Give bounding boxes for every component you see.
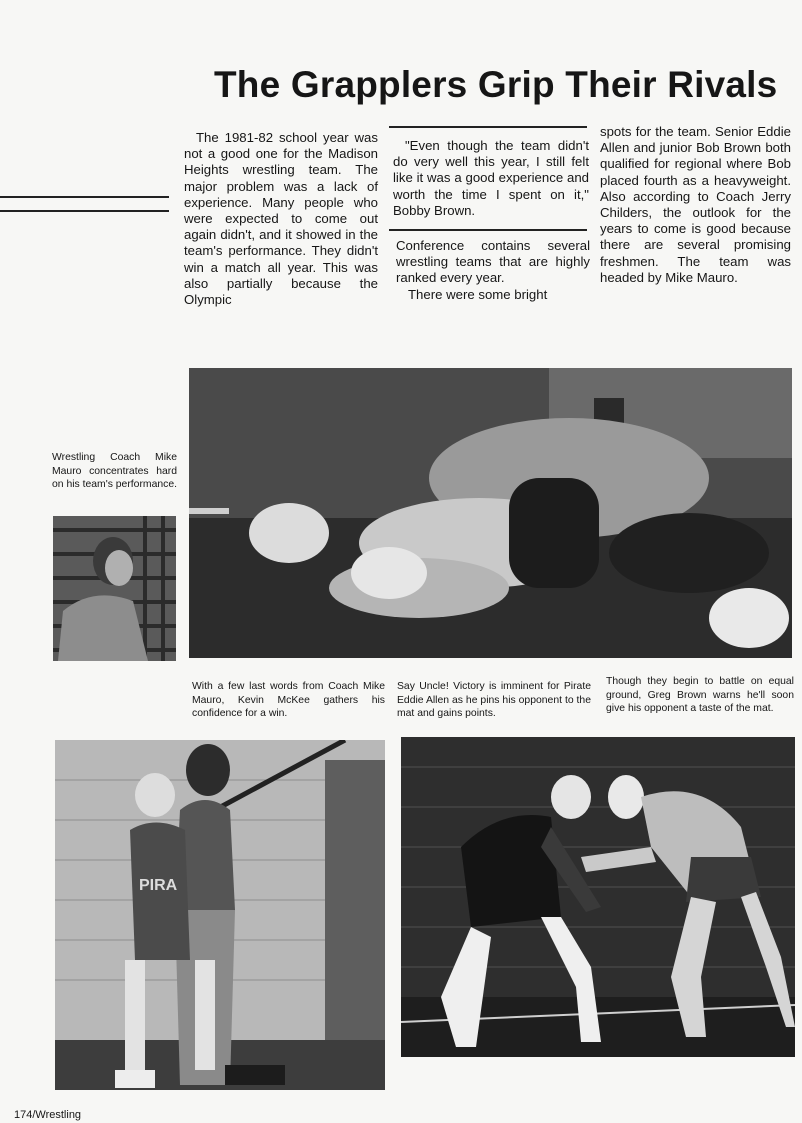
photo-mckee <box>55 740 385 1090</box>
photo-pin <box>189 368 792 658</box>
left-rule-bottom <box>0 210 169 212</box>
quote-rule-top <box>389 126 587 128</box>
pull-quote: "Even though the team didn't do very well this year, I still felt like it was a good experience and worth the time I spent on it," Bobby Brown. <box>393 138 589 218</box>
body-column-3 <box>600 124 791 286</box>
caption-coach: Wrestling Coach Mike Mauro concentrates hard on his team's performance. <box>52 452 177 491</box>
left-rule-top <box>0 196 169 198</box>
caption-brown: Though they begin to battle on equal ground, Greg Brown warns he'll soon give his opponent a taste of the mat. <box>606 676 794 715</box>
page-title: The Grapplers Grip Their Rivals <box>214 64 778 105</box>
body-text-col1: The 1981-82 school year was not a good one for the Madison Heights wrestling team. The major problem was a lack of experience. Many people who were expected to come out again didn't, and it showed in the team's performance. They didn't win a match all year. This was also partially because the Olympic <box>184 130 378 308</box>
body-text-col2-p1: Conference contains several wrestling teams that are highly ranked every year. <box>396 238 590 286</box>
photo-brown <box>401 737 795 1057</box>
quote-rule-bottom <box>389 229 587 231</box>
body-text-col2-p2: There were some bright <box>408 286 548 302</box>
caption-allen: Say Uncle! Victory is imminent for Pirate Eddie Allen as he pins his opponent to the mat and gains points. <box>397 681 591 720</box>
body-column-1 <box>184 130 378 308</box>
page-folio: 174/Wrestling <box>14 1109 82 1121</box>
body-column-2 <box>396 238 590 303</box>
body-text-col3: spots for the team. Senior Eddie Allen and junior Bob Brown both qualified for regional where Bob placed fourth as a heavyweight. Also according to Coach Jerry Childers, the outlook for the years to come is good because there are several promising freshmen. The team was headed by Mike Mauro. <box>600 124 791 285</box>
caption-mckee: With a few last words from Coach Mike Mauro, Kevin McKee gathers his confidence for a win. <box>192 681 385 720</box>
photo-coach <box>53 516 176 661</box>
jersey-text: PIRA <box>139 877 178 894</box>
